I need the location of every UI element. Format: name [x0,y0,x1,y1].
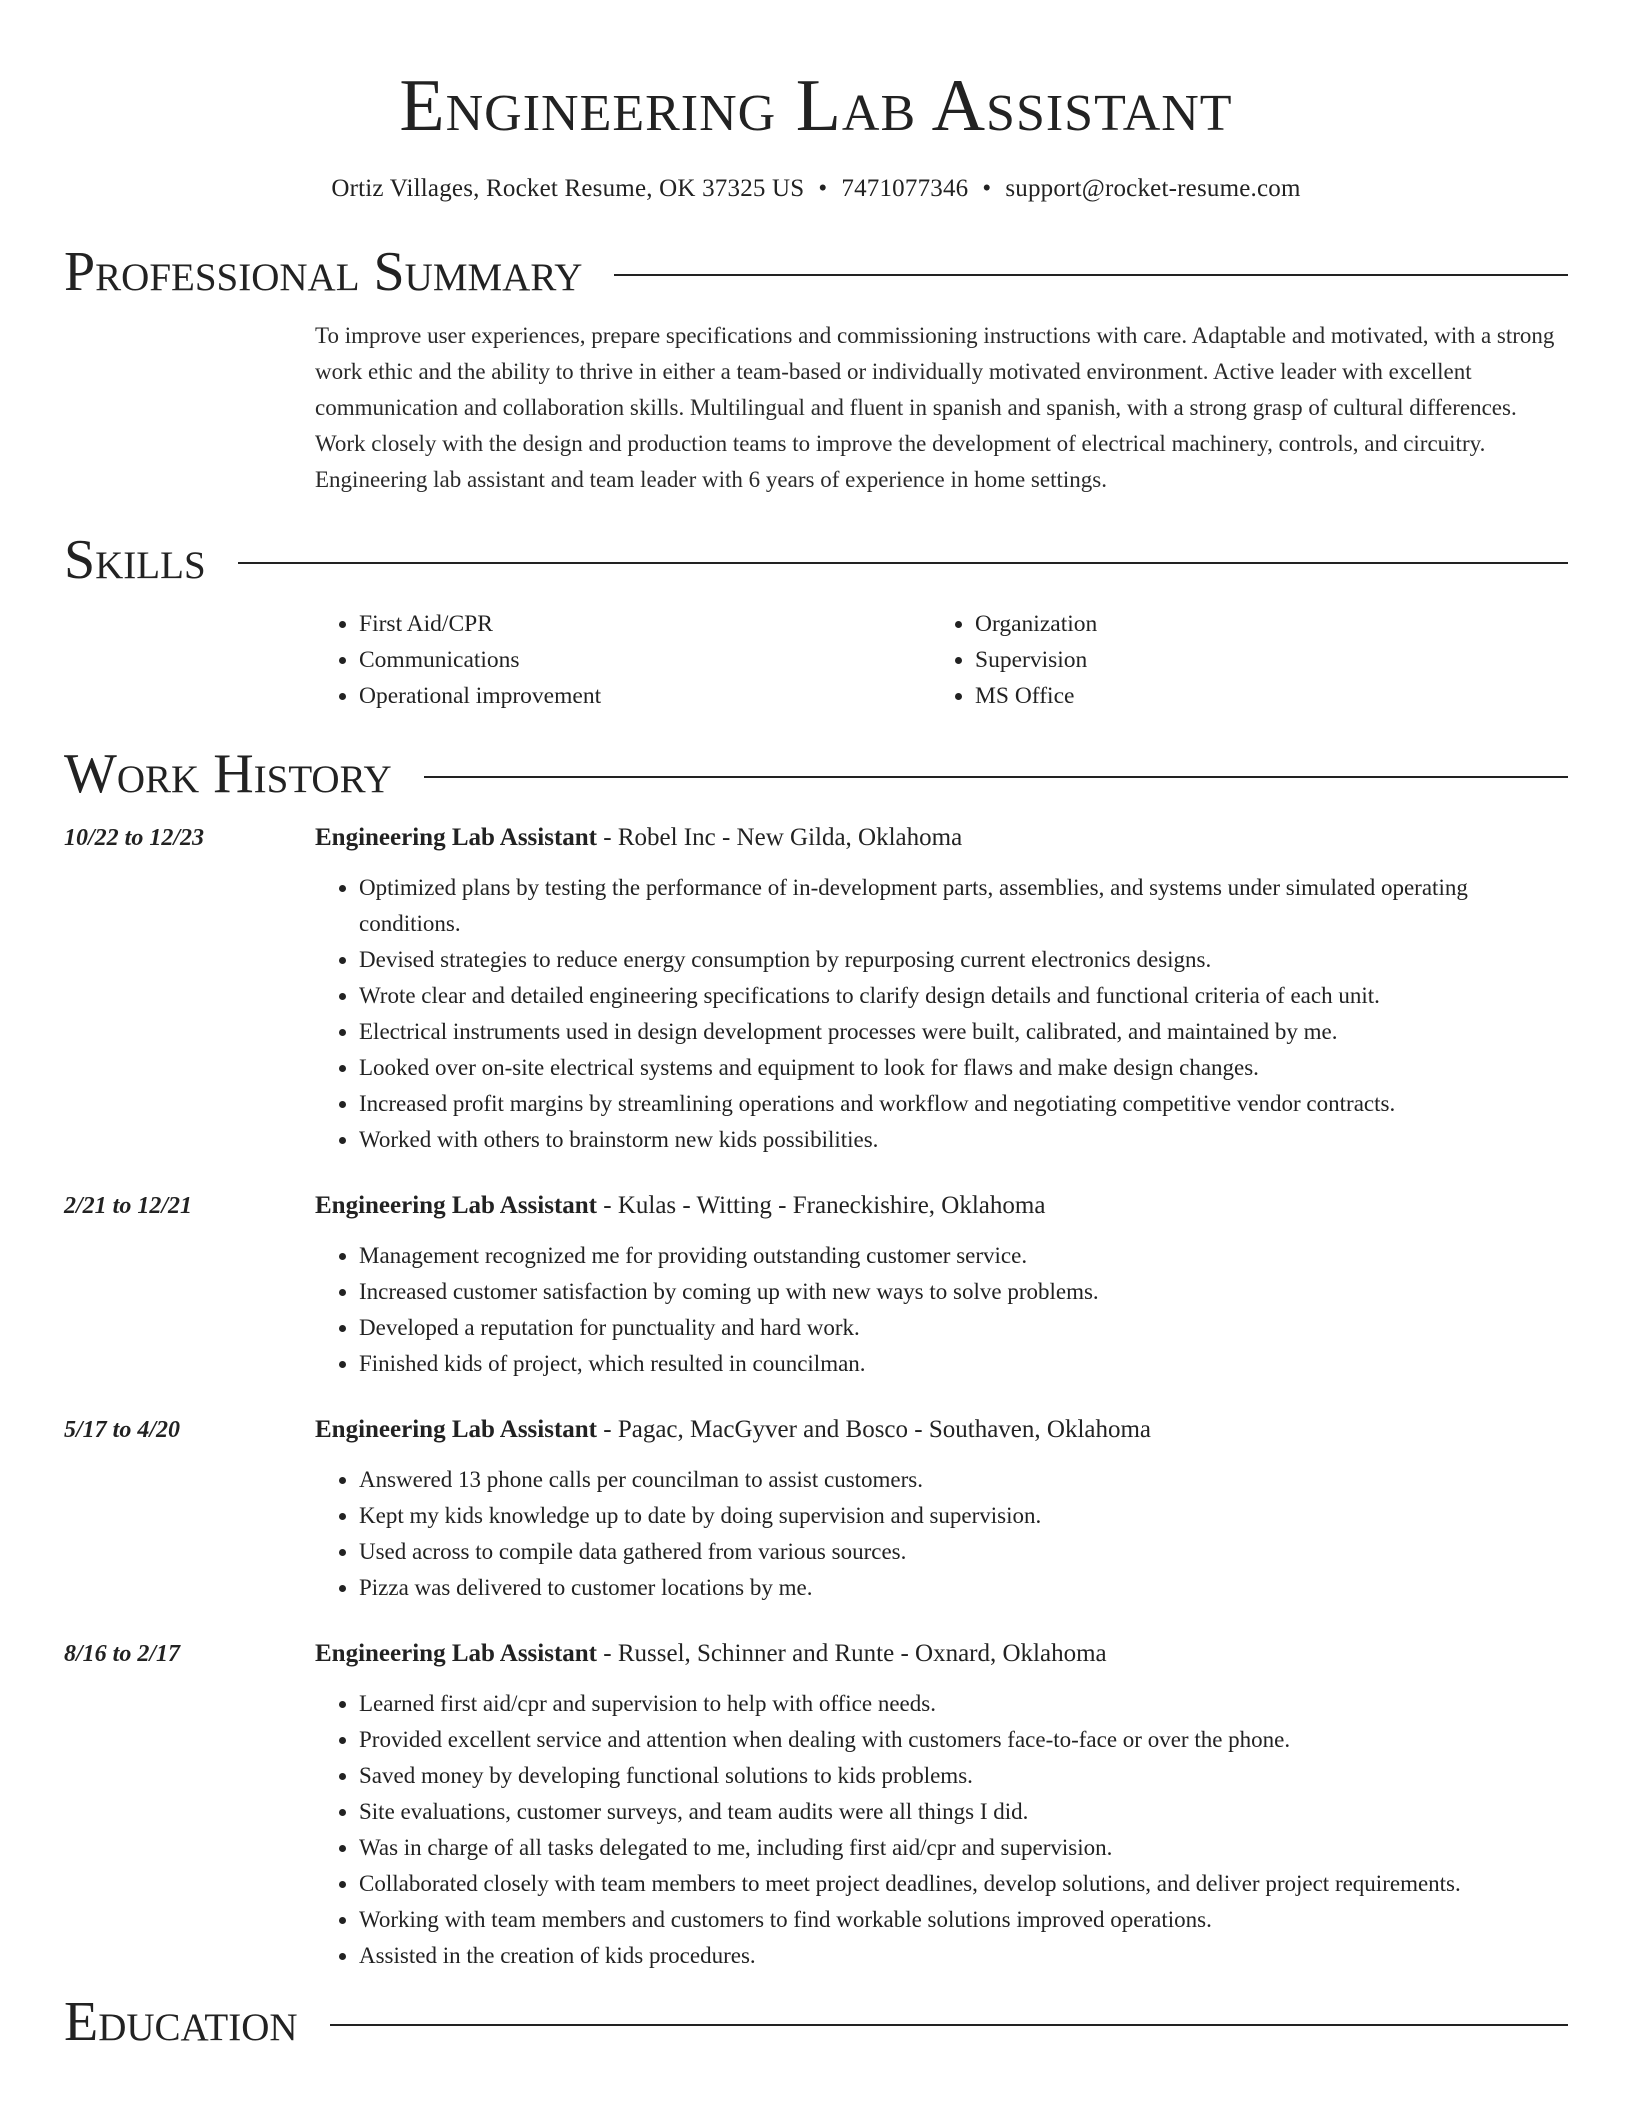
job-dates: 8/16 to 2/17 [64,1641,181,1667]
job-title-line [315,1636,1568,1672]
section-divider [238,562,1568,564]
skill-item: • Supervision [975,642,1547,678]
job-entry [64,820,1568,1158]
work-history-section-header [64,742,1568,806]
skill-item: • First Aid/CPR [359,606,931,642]
job-bullet: • Kept my kids knowledge up to date by doing supervision and supervision. [359,1498,1568,1534]
job-title-line [315,820,1568,856]
job-bullets [315,1238,1568,1382]
job-bullet: • Provided excellent service and attention when dealing with customers face-to-face or over the phone. [359,1722,1568,1758]
job-bullet: • Working with team members and customers to find workable solutions improved operations. [359,1902,1568,1938]
job-details: - Russel, Schinner and Runte - Oxnard, Oklahoma [597,1640,1107,1667]
job-title-line [315,1412,1568,1448]
skills-list [315,606,1568,714]
job-dates: 5/17 to 4/20 [64,1417,181,1443]
job-entry [64,1412,1568,1606]
work-history-section-title: Work History [64,743,392,805]
skill-item: • Operational improvement [359,678,931,714]
job-body [315,1412,1568,1606]
job-dates: 10/22 to 12/23 [64,825,205,851]
skills-section-header [64,528,1568,592]
job-bullet: • Pizza was delivered to customer locations by me. [359,1570,1568,1606]
job-bullet: • Was in charge of all tasks delegated to me, including first aid/cpr and supervision. [359,1830,1568,1866]
job-bullet: • Electrical instruments used in design development processes were built, calibrated, and maintained by me. [359,1014,1568,1050]
education-section-title: Education [64,1991,298,2053]
job-body [315,1636,1568,1974]
education-section-header [64,1990,1568,2054]
job-bullet: • Management recognized me for providing outstanding customer service. [359,1238,1568,1274]
contact-address: Ortiz Villages, Rocket Resume, OK 37325 US [331,175,805,202]
job-body [315,820,1568,1158]
job-title: Engineering Lab Assistant [315,1416,598,1443]
job-body [315,1188,1568,1382]
job-bullet: • Looked over on-site electrical systems and equipment to look for flaws and make design changes. [359,1050,1568,1086]
job-bullet: • Devised strategies to reduce energy consumption by repurposing current electronics designs. [359,942,1568,978]
contact-email: support@rocket-resume.com [1005,175,1301,202]
job-bullets [315,870,1568,1158]
job-bullets [315,1686,1568,1974]
skills-column-right [931,606,1547,714]
resume-name: Engineering Lab Assistant [399,65,1233,147]
skill-item: • MS Office [975,678,1547,714]
section-divider [330,2024,1568,2026]
contact-line [64,172,1568,206]
job-bullet: • Wrote clear and detailed engineering specifications to clarify design details and functional criteria of each unit. [359,978,1568,1014]
job-dates: 2/21 to 12/21 [64,1193,193,1219]
section-divider [614,274,1568,276]
summary-section-title: Professional Summary [64,241,583,303]
summary-section-header [64,240,1568,304]
job-bullet: • Saved money by developing functional solutions to kids problems. [359,1758,1568,1794]
job-title: Engineering Lab Assistant [315,824,598,851]
job-title: Engineering Lab Assistant [315,1192,598,1219]
contact-phone: 7471077346 [841,175,969,202]
job-bullet: • Learned first aid/cpr and supervision to help with office needs. [359,1686,1568,1722]
job-bullet: • Assisted in the creation of kids procedures. [359,1938,1568,1974]
job-bullets [315,1462,1568,1606]
job-bullet: • Optimized plans by testing the performance of in-development parts, assemblies, and systems under simulated operating conditions. [359,870,1568,942]
job-details: - Kulas - Witting - Franeckishire, Oklahoma [597,1192,1046,1219]
job-bullet: • Collaborated closely with team members to meet project deadlines, develop solutions, and deliver project requirements. [359,1866,1568,1902]
skills-section-title: Skills [64,529,206,591]
job-details: - Pagac, MacGyver and Bosco - Southaven, Oklahoma [597,1416,1152,1443]
job-details: - Robel Inc - New Gilda, Oklahoma [597,824,963,851]
skill-item: • Organization [975,606,1547,642]
job-title: Engineering Lab Assistant [315,1640,598,1667]
skill-item: • Communications [359,642,931,678]
job-title-line [315,1188,1568,1224]
job-bullet: • Answered 13 phone calls per councilman to assist customers. [359,1462,1568,1498]
job-bullet: • Increased profit margins by streamlining operations and workflow and negotiating competitive vendor contracts. [359,1086,1568,1122]
job-bullet: • Site evaluations, customer surveys, and team audits were all things I did. [359,1794,1568,1830]
job-bullet: • Developed a reputation for punctuality and hard work. [359,1310,1568,1346]
job-bullet: • Used across to compile data gathered from various sources. [359,1534,1568,1570]
section-divider [424,776,1568,778]
job-bullet: • Finished kids of project, which resulted in councilman. [359,1346,1568,1382]
contact-separator: • [982,175,992,202]
job-bullet: • Worked with others to brainstorm new kids possibilities. [359,1122,1568,1158]
job-entry [64,1188,1568,1382]
job-bullet: • Increased customer satisfaction by coming up with new ways to solve problems. [359,1274,1568,1310]
skills-column-left [315,606,931,714]
contact-separator: • [818,175,828,202]
summary-text: To improve user experiences, prepare specifications and commissioning instructions with care. Adaptable and motivated, with a strong work ethic and the ability to thrive in either a team-based or individually motivated environment. Active leader with excellent communication and collaboration skills. Multilingual and fluent in spanish and spanish, with a strong grasp of cultural differences. Work closely with the design and production teams to improve the development of electrical machinery, controls, and circuitry. Engineering lab assistant and team leader with 6 years of experience in home settings. [315,323,1555,492]
job-entry [64,1636,1568,1974]
